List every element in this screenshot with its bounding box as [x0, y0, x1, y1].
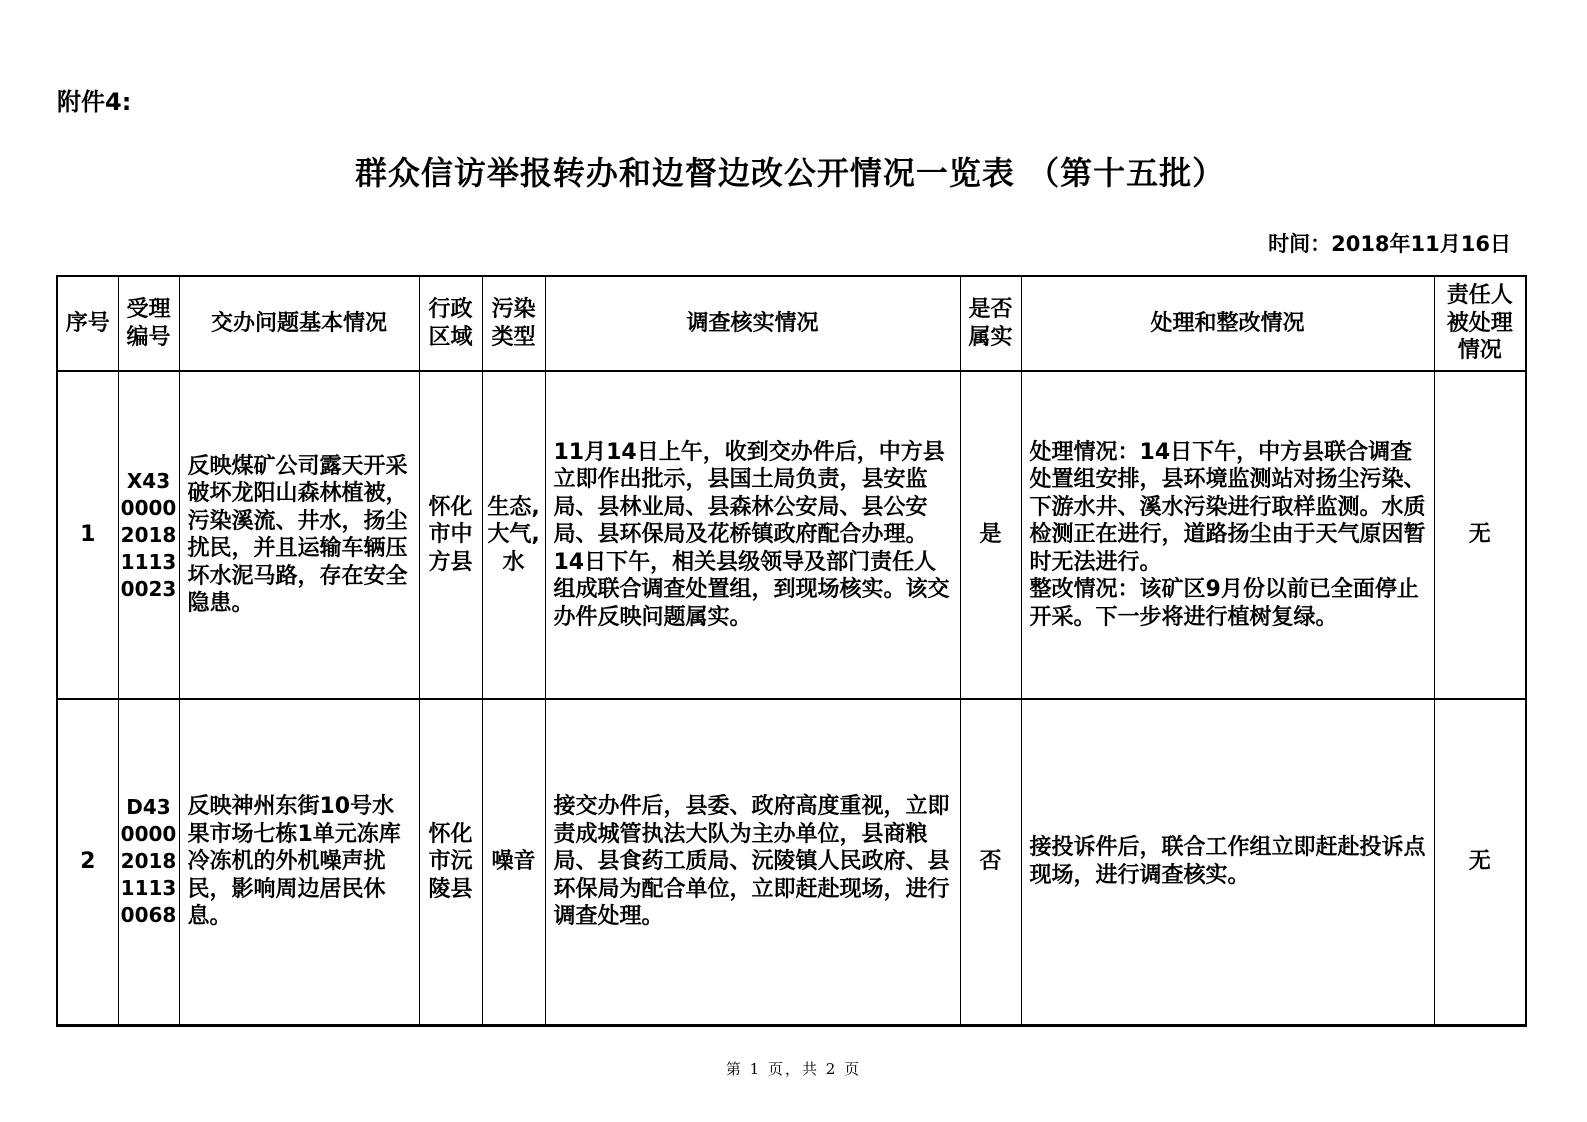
region-cell: 怀化市沅陵县 — [419, 699, 482, 1025]
pollution-type-cell: 生态,大气,水 — [482, 371, 545, 699]
seq-cell: 1 — [57, 371, 118, 699]
handling-text: 接投诉件后，联合工作组立即赶赴投诉点现场，进行调查核实。 — [1029, 835, 1426, 888]
table-row — [57, 371, 1526, 699]
responsible-cell: 无 — [1434, 699, 1526, 1025]
handling-text: 14日下午，中方县联合调查处置组安排，县环境监测站对扬尘污染、下游水井、溪水污染进行取样监测。水质检测正在进行，道路扬尘由于天气原因暂时无法进行。 — [1029, 439, 1426, 575]
verified-cell: 否 — [960, 699, 1021, 1025]
column-header-handling: 处理和整改情况 — [1021, 276, 1434, 371]
investigation-cell: 接交办件后，县委、政府高度重视，立即责成城管执法大队为主办单位，县商粮局、县食药工质局、沅陵镇人民政府、县环保局为配合单位，立即赶赴现场，进行调查处理。 — [545, 699, 960, 1025]
column-header-pollution-type: 污染类型 — [482, 276, 545, 371]
attachment-label: 附件4: — [57, 88, 132, 116]
problem-cell: 反映神州东街10号水果市场七栋1单元冻库冷冻机的外机噪声扰民，影响周边居民休息。 — [179, 699, 419, 1025]
page-title: 群众信访举报转办和边督边改公开情况一览表 （第十五批） — [354, 154, 1226, 192]
rectification-text: 该矿区9月份以前已全面停止开采。下一步将进行植树复绿。 — [1029, 577, 1419, 630]
rectification-paragraph — [1030, 576, 1426, 631]
table-row — [57, 699, 1526, 1025]
region-cell: 怀化市中方县 — [419, 371, 482, 699]
date-label: 时间：2018年11月16日 — [1268, 232, 1511, 256]
responsible-cell: 无 — [1434, 371, 1526, 699]
handling-cell — [1021, 699, 1434, 1025]
case-id-cell: X430000201811130023 — [118, 371, 179, 699]
rectification-label: 整改情况： — [1029, 577, 1140, 603]
case-id-cell: D430000201811130068 — [118, 699, 179, 1025]
column-header-problem: 交办问题基本情况 — [179, 276, 419, 371]
column-header-verified: 是否属实 — [960, 276, 1021, 371]
column-header-responsible: 责任人被处理情况 — [1434, 276, 1526, 371]
handling-label: 处理情况： — [1029, 439, 1140, 465]
verified-cell: 是 — [960, 371, 1021, 699]
column-header-investigation: 调查核实情况 — [545, 276, 960, 371]
handling-cell — [1021, 371, 1434, 699]
pollution-type-cell: 噪音 — [482, 699, 545, 1025]
problem-cell: 反映煤矿公司露天开采破坏龙阳山森林植被，污染溪流、井水，扬尘扰民，并且运输车辆压坏水泥马路，存在安全隐患。 — [179, 371, 419, 699]
column-header-seq: 序号 — [57, 276, 118, 371]
handling-paragraph — [1030, 439, 1426, 577]
page-footer: 第 1 页，共 2 页 — [725, 1060, 862, 1078]
complaints-table — [56, 275, 1527, 1027]
seq-cell: 2 — [57, 699, 118, 1025]
column-header-region: 行政区域 — [419, 276, 482, 371]
header-row — [57, 276, 1526, 371]
column-header-case-id: 受理编号 — [118, 276, 179, 371]
investigation-cell: 11月14日上午，收到交办件后，中方县立即作出批示，县国土局负责，县安监局、县林业局、县森林公安局、县公安局、县环保局及花桥镇政府配合办理。14日下午，相关县级领导及部门责任人组成联合调查处置组，到现场核实。该交办件反映问题属实。 — [545, 371, 960, 699]
handling-paragraph — [1030, 834, 1426, 889]
